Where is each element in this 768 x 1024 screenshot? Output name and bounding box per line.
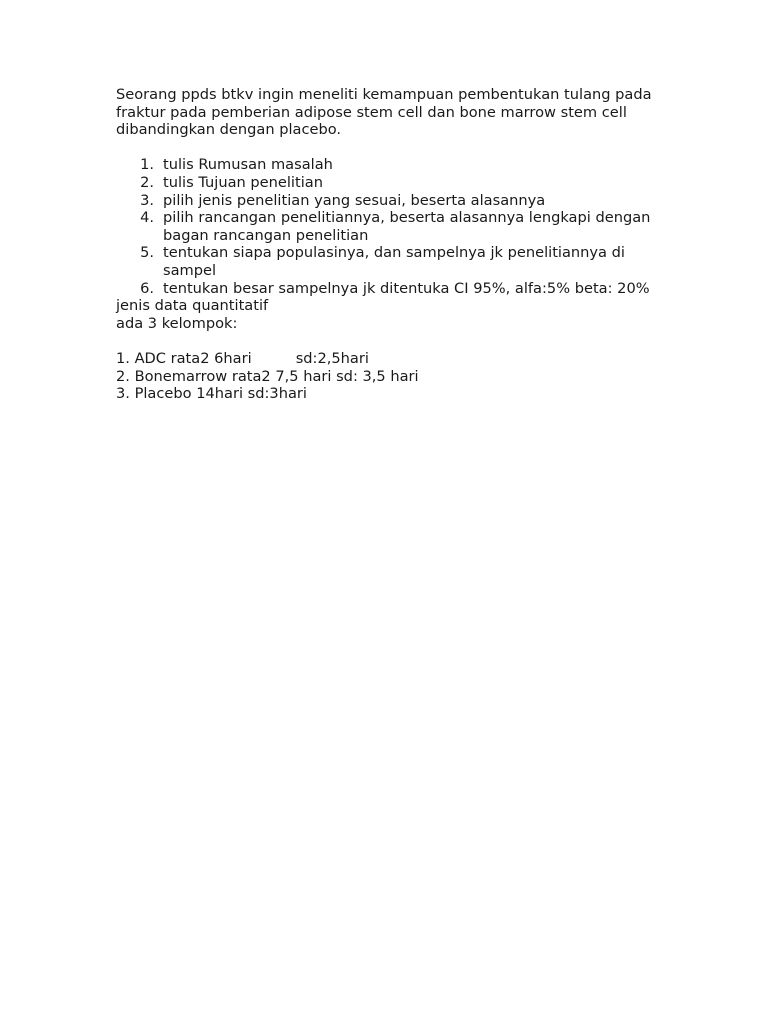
group-sd: sd:2,5hari	[295, 349, 369, 367]
task-item-2	[116, 174, 656, 192]
task-number: 5.	[140, 244, 154, 262]
group-line-3: 3. Placebo 14hari sd:3hari	[116, 385, 307, 403]
task-item-5	[116, 244, 656, 279]
intro-paragraph: Seorang ppds btkv ingin meneliti kemampuan pembentukan tulang pada fraktur pada pemberian adipose stem cell dan bone marrow stem cell dibandingkan dengan placebo.	[116, 86, 652, 139]
task-text: tulis Tujuan penelitian	[163, 173, 323, 191]
task-item-6	[116, 280, 656, 298]
task-list	[116, 156, 656, 297]
task-number: 2.	[140, 173, 154, 191]
task-number: 6.	[140, 279, 154, 297]
task-number: 1.	[140, 156, 154, 174]
document-body	[116, 86, 656, 403]
task-number: 3.	[140, 191, 154, 209]
blank-line	[116, 139, 656, 157]
blank-line	[116, 332, 656, 350]
task-text: tentukan besar sampelnya jk ditentuka CI 95%, alfa:5% beta: 20%	[163, 279, 650, 297]
task-item-1	[116, 156, 656, 174]
task-text: tentukan siapa populasinya, dan sampelnya jk penelitiannya di sampel	[163, 244, 625, 279]
task-item-3	[116, 192, 656, 210]
group-line-1	[116, 350, 656, 368]
task-number: 4.	[140, 209, 154, 227]
data-type-line: jenis data quantitatif	[116, 297, 269, 315]
group-line-2: 2. Bonemarrow rata2 7,5 hari sd: 3,5 hari	[116, 367, 419, 385]
task-text: tulis Rumusan masalah	[163, 156, 333, 174]
group-label: 1. ADC rata2 6hari	[116, 349, 252, 367]
task-text: pilih rancangan penelitiannya, beserta alasannya lengkapi dengan bagan rancangan penelitian	[163, 209, 651, 244]
task-text: pilih jenis penelitian yang sesuai, beserta alasannya	[163, 191, 546, 209]
groups-intro-line: ada 3 kelompok:	[116, 314, 238, 332]
task-item-4	[116, 209, 656, 244]
